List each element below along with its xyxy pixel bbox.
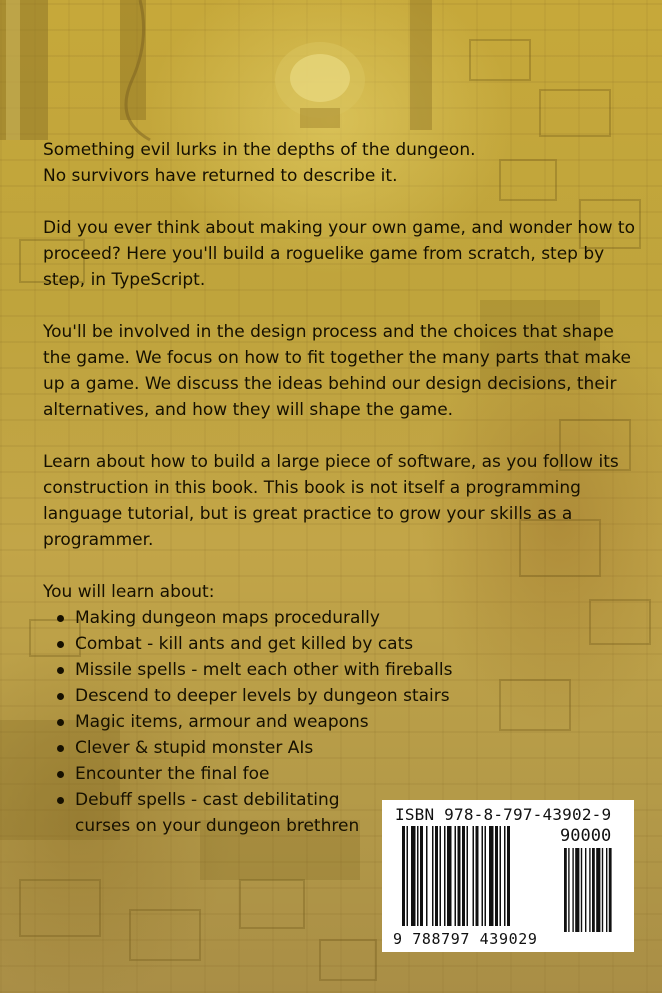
barcode-addon-bar [606, 848, 607, 932]
learn-item: Descend to deeper levels by dungeon stairs [70, 683, 643, 709]
barcode-bar [440, 826, 442, 926]
barcode-addon-bar [575, 848, 579, 932]
barcode-bar [504, 826, 506, 926]
barcode-number: 9 788797 439029 [393, 930, 538, 948]
barcode-bar [462, 826, 465, 926]
learn-item: Making dungeon maps procedurally [70, 605, 643, 631]
barcode-bar [485, 826, 487, 926]
barcode-bar [432, 826, 434, 926]
paragraph-design: You'll be involved in the design process and the choices that shape the game. We focus on how to fit together the many parts that make up a game. We discuss the ideas behind our design decisions, their alternatives, and how they will shape the game. [43, 322, 631, 420]
isbn-barcode [382, 800, 634, 952]
isbn-label: ISBN 978-8-797-43902-9 [395, 805, 612, 824]
barcode-addon-bar [596, 848, 600, 932]
barcode-bar [435, 826, 438, 926]
barcode-bar [495, 826, 498, 926]
paragraph-game: Did you ever think about making your own game, and wonder how to proceed? Here you'll build a roguelike game from scratch, step by step, in TypeScript. [43, 218, 635, 290]
learn-item: Combat - kill ants and get killed by cats [70, 631, 643, 657]
barcode-bar [407, 826, 409, 926]
barcode-addon-bar [568, 848, 569, 932]
learn-heading: You will learn about: [43, 582, 215, 602]
barcode-addon-bar [602, 848, 603, 932]
barcode-bar [417, 826, 419, 926]
barcode-bar [420, 826, 423, 926]
barcode-addon-bar [592, 848, 595, 932]
paragraph-software: Learn about how to build a large piece of software, as you follow its construction in this book. This book is not itself a programming language tutorial, but is great practice to grow your skills as a programmer. [43, 452, 619, 550]
learn-item: Encounter the final foe [70, 761, 643, 787]
barcode-bar [411, 826, 416, 926]
learn-item: Magic items, armour and weapons [70, 709, 643, 735]
barcode-addon-bar [572, 848, 573, 932]
intro-line-2: No survivors have returned to describe it. [43, 166, 398, 186]
barcode-bar [489, 826, 494, 926]
barcode-addon-bar [581, 848, 582, 932]
barcode-bar [402, 826, 405, 926]
learn-item: Debuff spells - cast debilitating curses on your dungeon brethren [70, 787, 370, 839]
barcode-bar [455, 826, 457, 926]
barcode-bar [500, 826, 502, 926]
barcode-bar [467, 826, 469, 926]
barcode-addon-bar [609, 848, 612, 932]
learn-item: Clever & stupid monster AIs [70, 735, 643, 761]
barcode-bar [447, 826, 452, 926]
barcode-addon-bar [585, 848, 586, 932]
barcode-addon-bar [589, 848, 590, 932]
barcode-bar [458, 826, 461, 926]
barcode-bar [426, 826, 428, 926]
description-text [43, 137, 643, 839]
barcode-bar [444, 826, 446, 926]
intro-line-1: Something evil lurks in the depths of the dungeon. [43, 140, 476, 160]
price-addon-code: 90000 [560, 826, 612, 846]
barcode-addon-bar [564, 848, 567, 932]
barcode-bar [476, 826, 479, 926]
barcode-bar [482, 826, 484, 926]
barcode-bar [507, 826, 510, 926]
learn-item: Missile spells - melt each other with fireballs [70, 657, 643, 683]
barcode-bar [473, 826, 475, 926]
